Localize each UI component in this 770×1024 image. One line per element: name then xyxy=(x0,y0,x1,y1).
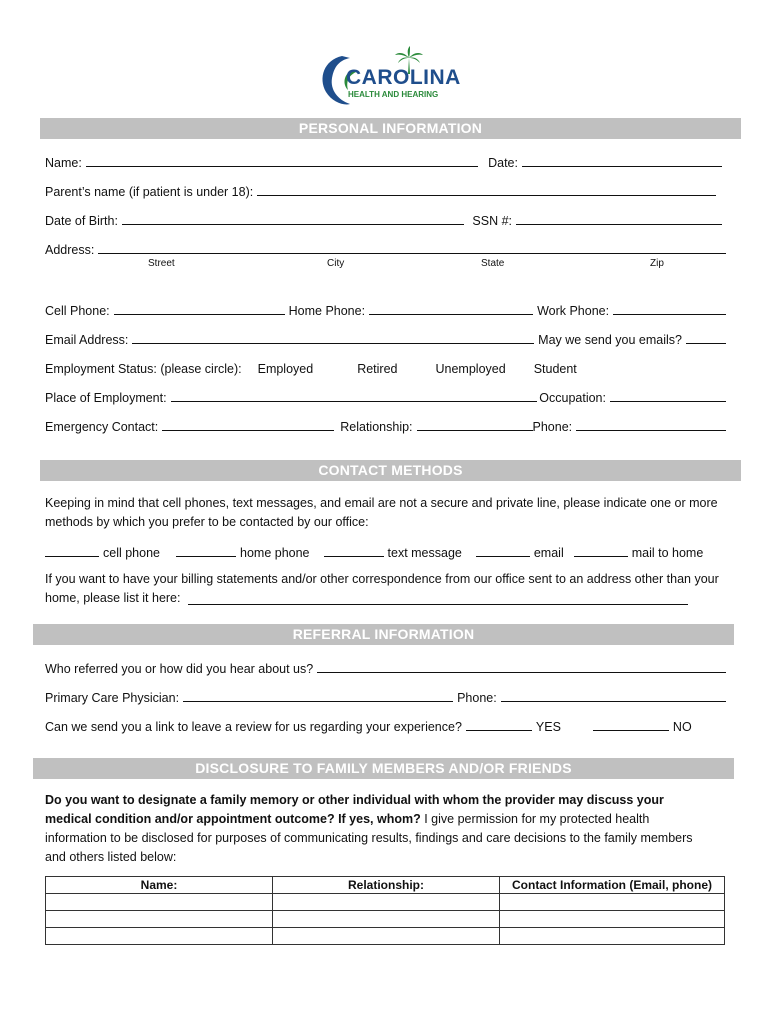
ssn-field[interactable] xyxy=(516,211,722,225)
occupation-field[interactable] xyxy=(610,388,726,402)
employment-option-employed[interactable]: Employed xyxy=(257,362,314,376)
disclosure-permission: I give permission for my protected health information to be disclosed for purposes of communicating results, findings and care decisions to the family members and others listed below: xyxy=(45,812,693,864)
method-mail-to-home: mail to home xyxy=(631,546,704,560)
row-contact-methods xyxy=(45,542,726,560)
table-cell-name[interactable] xyxy=(46,928,273,945)
relationship-label: Relationship: xyxy=(340,420,413,434)
email-consent-label: May we send you emails? xyxy=(538,333,682,347)
table-cell-contact[interactable] xyxy=(500,928,725,945)
row-emergency xyxy=(45,416,726,434)
employment-option-unemployed[interactable]: Unemployed xyxy=(435,362,506,376)
method-email: email xyxy=(533,546,564,560)
table-cell-contact[interactable] xyxy=(500,911,725,928)
row-review xyxy=(45,716,726,734)
row-employment-place xyxy=(45,387,726,405)
pcp-phone-field[interactable] xyxy=(501,688,726,702)
logo-wordmark: CAROLINA xyxy=(346,66,461,89)
column-header-relationship: Relationship: xyxy=(273,877,500,894)
table-row xyxy=(46,928,725,945)
email-label: Email Address: xyxy=(45,333,129,347)
table-row xyxy=(46,894,725,911)
email-field[interactable] xyxy=(132,330,534,344)
employment-status-label: Employment Status: (please circle): xyxy=(45,362,242,376)
section-header-disclosure: DISCLOSURE TO FAMILY MEMBERS AND/OR FRIENDS xyxy=(33,758,734,779)
cell-phone-label: Cell Phone: xyxy=(45,304,110,318)
emergency-contact-field[interactable] xyxy=(162,417,334,431)
work-phone-field[interactable] xyxy=(613,301,726,315)
parent-name-field[interactable] xyxy=(257,182,716,196)
place-of-employment-field[interactable] xyxy=(171,388,538,402)
dob-field[interactable] xyxy=(122,211,464,225)
review-no-label: NO xyxy=(672,720,692,734)
section-header-referral: REFERRAL INFORMATION xyxy=(33,624,734,645)
cell-phone-choice-field[interactable] xyxy=(45,543,99,557)
section-header-personal: PERSONAL INFORMATION xyxy=(40,118,741,139)
emergency-phone-field[interactable] xyxy=(576,417,726,431)
disclosure-text xyxy=(45,791,713,867)
table-cell-contact[interactable] xyxy=(500,894,725,911)
address-zip-caption: Zip xyxy=(650,258,664,269)
dob-label: Date of Birth: xyxy=(45,214,118,228)
address-field[interactable] xyxy=(98,240,726,254)
home-phone-field[interactable] xyxy=(369,301,533,315)
row-dob-ssn xyxy=(45,210,726,228)
date-label: Date: xyxy=(488,156,518,170)
home-phone-choice-field[interactable] xyxy=(176,543,236,557)
row-email xyxy=(45,329,726,347)
review-yes-field[interactable] xyxy=(466,717,532,731)
pcp-label: Primary Care Physician: xyxy=(45,691,180,705)
row-referred-by xyxy=(45,658,726,676)
email-consent-field[interactable] xyxy=(686,330,726,344)
text-message-choice-field[interactable] xyxy=(324,543,384,557)
row-phones xyxy=(45,300,726,318)
method-cell-phone: cell phone xyxy=(103,546,160,560)
referral-source-label: Who referred you or how did you hear about us? xyxy=(45,662,314,676)
ssn-label: SSN #: xyxy=(472,214,512,228)
occupation-label: Occupation: xyxy=(539,391,606,405)
address-label: Address: xyxy=(45,243,95,257)
cell-phone-field[interactable] xyxy=(114,301,285,315)
name-label: Name: xyxy=(45,156,82,170)
review-no-field[interactable] xyxy=(593,717,669,731)
mail-choice-field[interactable] xyxy=(574,543,628,557)
address-street-caption: Street xyxy=(148,258,175,269)
pcp-phone-label: Phone: xyxy=(457,691,497,705)
disclosure-question: Do you want to designate a family memory or other individual with whom the provider may discuss your medical condition and/or appointment outcome? If yes, whom? xyxy=(45,793,664,826)
contact-intro: Keeping in mind that cell phones, text messages, and email are not a secure and private line, please indicate one or more methods by which you prefer to be contacted by our office: xyxy=(45,496,718,529)
review-question: Can we send you a link to leave a review for us regarding your experience? xyxy=(45,720,462,734)
place-of-employment-label: Place of Employment: xyxy=(45,391,167,405)
table-cell-name[interactable] xyxy=(46,894,273,911)
table-header-row xyxy=(46,877,725,894)
method-home-phone: home phone xyxy=(240,546,310,560)
row-pcp xyxy=(45,687,726,705)
email-choice-field[interactable] xyxy=(476,543,530,557)
row-address xyxy=(45,239,726,257)
referral-source-field[interactable] xyxy=(317,659,726,673)
review-yes-label: YES xyxy=(535,720,561,734)
table-cell-name[interactable] xyxy=(46,911,273,928)
home-phone-label: Home Phone: xyxy=(288,304,366,318)
row-parent xyxy=(45,181,720,199)
billing-address-text: If you want to have your billing statements and/or other correspondence from our office sent to an address other than your home, please list it here: xyxy=(45,572,719,605)
table-cell-relationship[interactable] xyxy=(273,928,500,945)
table-cell-relationship[interactable] xyxy=(273,911,500,928)
pcp-field[interactable] xyxy=(183,688,453,702)
method-text-message: text message xyxy=(387,546,462,560)
section-header-contact: CONTACT METHODS xyxy=(40,460,741,481)
billing-address-block xyxy=(45,570,735,608)
billing-address-field[interactable] xyxy=(188,591,688,605)
table-row xyxy=(46,911,725,928)
emergency-phone-label: Phone: xyxy=(532,420,573,434)
parent-name-label: Parent’s name (if patient is under 18): xyxy=(45,185,254,199)
table-cell-relationship[interactable] xyxy=(273,894,500,911)
date-field[interactable] xyxy=(522,153,722,167)
logo-tagline: HEALTH AND HEARING xyxy=(348,90,439,99)
row-name-date xyxy=(45,152,726,170)
family-disclosure-table xyxy=(45,876,725,945)
address-state-caption: State xyxy=(481,258,505,269)
employment-option-student[interactable]: Student xyxy=(533,362,577,376)
row-employment xyxy=(45,358,726,376)
column-header-contact: Contact Information (Email, phone) xyxy=(500,877,725,894)
address-city-caption: City xyxy=(327,258,345,269)
emergency-contact-label: Emergency Contact: xyxy=(45,420,159,434)
name-field[interactable] xyxy=(86,153,478,167)
employment-option-retired[interactable]: Retired xyxy=(357,362,398,376)
work-phone-label: Work Phone: xyxy=(537,304,610,318)
column-header-name: Name: xyxy=(46,877,273,894)
relationship-field[interactable] xyxy=(417,417,533,431)
clinic-logo xyxy=(316,46,461,110)
